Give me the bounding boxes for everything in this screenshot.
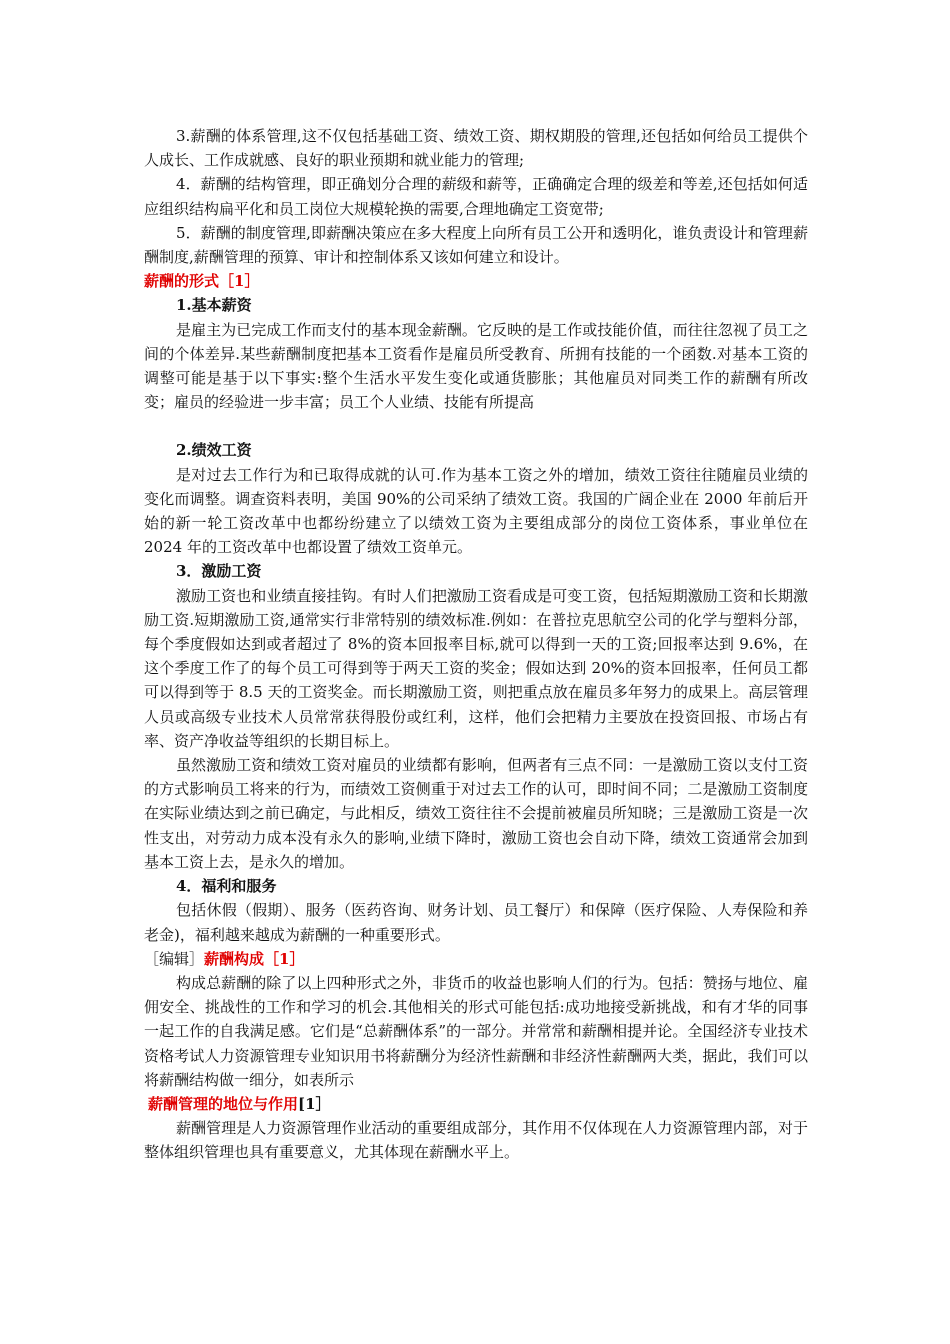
paragraph-base-salary: 是雇主为已完成工作而支付的基本现金薪酬。它反映的是工作或技能价值，而往往忽视了员工之间的个体差异.某些薪酬制度把基本工资看作是雇员所受教育、所拥有技能的一个函数.对基本工资的调整可能是基于以下事实:整个生活水平发生变化或通货膨胀；其他雇员对同类工作的薪酬有所改变；雇员的经验进一步丰富；员工个人业绩、技能有所提高 — [144, 320, 808, 412]
edit-link[interactable]: ［编辑］ — [144, 949, 205, 968]
paragraph-item-4: 4．薪酬的结构管理，即正确划分合理的薪级和薪等，正确确定合理的级差和等差,还包括如何适应组织结构扁平化和员工岗位大规模轮换的需要,合理地确定工资宽带; — [144, 175, 808, 218]
section-heading-composition-line — [144, 947, 808, 971]
document-page — [144, 124, 808, 1165]
paragraph-benefits: 包括休假（假期）、服务（医药咨询、财务计划、员工餐厅）和保障（医疗保险、人寿保险和养老金)，福利越来越成为薪酬的一种重要形式。 — [144, 901, 808, 944]
subheading-incentive-pay: 3．激励工资 — [176, 562, 262, 581]
paragraph-incentive-pay-2: 虽然激励工资和绩效工资对雇员的业绩都有影响，但两者有三点不同：一是激励工资以支付工资的方式影响员工将来的行为，而绩效工资侧重于对过去工作的认可，即时间不同；二是激励工资制度在实际业绩达到之前已确定，与此相反，绩效工资往往不会提前被雇员所知晓；三是激励工资是一次性支出，对劳动力成本没有永久的影响,业绩下降时，激励工资也会自动下降，绩效工资通常会加到基本工资上去，是永久的增加。 — [144, 756, 808, 871]
reference-marker: [1］ — [298, 1094, 331, 1113]
section-heading-role: 薪酬管理的地位与作用 — [148, 1094, 299, 1113]
paragraph-item-5: 5．薪酬的制度管理,即薪酬决策应在多大程度上向所有员工公开和透明化，谁负责设计和管理薪酬制度,薪酬管理的预算、审计和控制体系又该如何建立和设计。 — [144, 223, 808, 267]
section-heading-role-line — [144, 1092, 808, 1116]
section-heading-composition: 薪酬构成［1］ — [204, 949, 305, 968]
paragraph-incentive-pay-1: 激励工资也和业绩直接挂钩。有时人们把激励工资看成是可变工资，包括短期激励工资和长期激励工资.短期激励工资,通常实行非常特别的绩效标准.例如：在普拉克思航空公司的化学与塑料分部，每个季度假如达到或者超过了 8%的资本回报率目标,就可以得到一天的工资;回报率达到 9.6%，在这个季度工作了的每个员工可得到等于两天工资的奖金；假如达到 20%的资本回报率，任何员工都可以得到等于 8.5 天的工资奖金。而长期激励工资，则把重点放在雇员多年努力的成果上。高层管理人员或高级专业技术人员常常获得股份或红利，这样，他们会把精力主要放在投资回报、市场占有率、资产净收益等组织的长期目标上。 — [144, 586, 808, 750]
paragraph-composition: 构成总薪酬的除了以上四种形式之外，非货币的收益也影响人们的行为。包括：赞扬与地位、雇佣安全、挑战性的工作和学习的机会.其他相关的形式可能包括:成功地接受新挑战，和有才华的同事一起工作的自我满足感。它们是“总薪酬体系”的一部分。并常常和薪酬相提并论。全国经济专业技术资格考试人力资源管理专业知识用书将薪酬分为经济性薪酬和非经济性薪酬两大类，据此，我们可以将薪酬结构做一细分，如表所示 — [144, 973, 808, 1089]
paragraph-performance-pay: 是对过去工作行为和已取得成就的认可.作为基本工资之外的增加，绩效工资往往随雇员业绩的变化而调整。调查资料表明，美国 90%的公司采纳了绩效工资。我国的广阔企业在 2000 年前后开始的新一轮工资改革中也都纷纷建立了以绩效工资为主要组成部分的岗位工资体系，事业单位在 2024 年的工资改革中也都设置了绩效工资单元。 — [144, 465, 808, 557]
section-heading-forms: 薪酬的形式［1］ — [144, 272, 260, 291]
subheading-performance-pay: 2.绩效工资 — [176, 441, 252, 460]
subheading-base-salary: 1.基本薪资 — [176, 296, 252, 315]
blank-line — [144, 414, 808, 438]
subheading-benefits: 4．福利和服务 — [176, 877, 277, 896]
paragraph-role: 薪酬管理是人力资源管理作业活动的重要组成部分，其作用不仅体现在人力资源管理内部，对于整体组织管理也具有重要意义，尤其体现在薪酬水平上。 — [144, 1119, 808, 1162]
paragraph-item-3: 3.薪酬的体系管理,这不仅包括基础工资、绩效工资、期权期股的管理,还包括如何给员工提供个人成长、工作成就感、良好的职业预期和就业能力的管理; — [144, 127, 808, 170]
